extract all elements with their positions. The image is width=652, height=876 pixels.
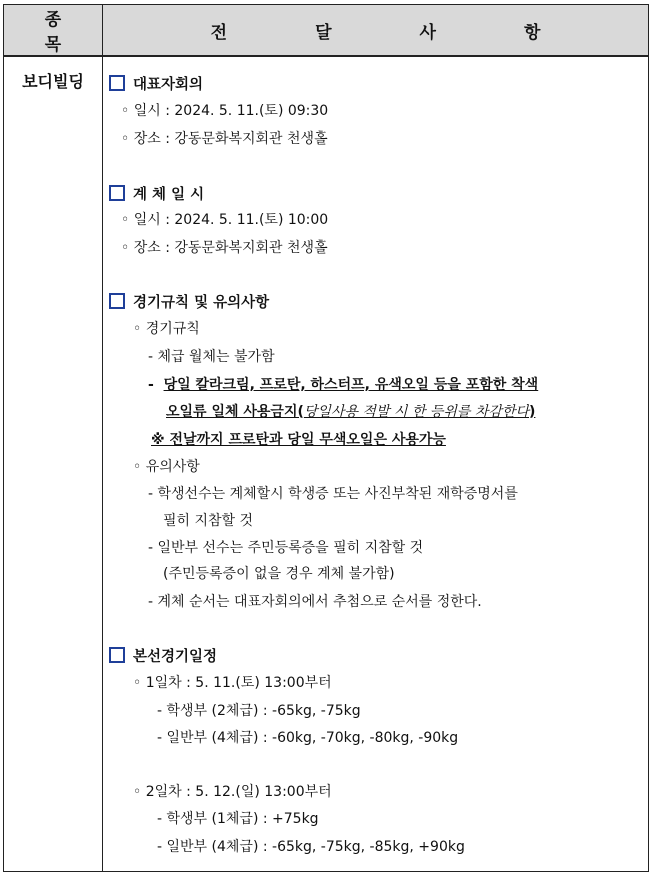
section-title: 계 체 일 시: [133, 187, 205, 203]
section-schedule: [109, 647, 217, 666]
day2-heading: ◦ 2일차 : 5. 12.(일) 13:00부터: [133, 784, 332, 800]
header-char: 달: [315, 22, 332, 43]
rule-coloring-text: 당일 칼라크림, 프로탄, 하스터프, 유색오일 등을 포함한 착색: [163, 377, 539, 393]
day1-heading: ◦ 1일차 : 5. 11.(토) 13:00부터: [133, 675, 332, 691]
header-char: 사: [419, 22, 436, 43]
event-name: 보디빌딩: [4, 56, 103, 872]
day1-general: - 일반부 (4체급) : -60kg, -70kg, -80kg, -90kg: [157, 730, 459, 746]
rules-sub-competition: ◦ 경기규칙: [133, 321, 200, 337]
day2-general: - 일반부 (4체급) : -65kg, -75kg, -85kg, +90kg: [157, 839, 465, 855]
rule-weight-class: - 체급 월체는 불가함: [148, 349, 275, 365]
day2-student: - 학생부 (1체급) : +75kg: [157, 811, 319, 827]
rule-penalty-text: 당일사용 적발 시 한 등위를 차감한다: [303, 404, 529, 420]
note-order: - 계체 순서는 대표자회의에서 추첨으로 순서를 정한다.: [148, 594, 482, 610]
notice-content: [103, 56, 649, 872]
rule-coloring-2: [166, 403, 535, 421]
note-student-2: 필히 지참할 것: [163, 513, 254, 529]
section-meeting: [109, 75, 203, 94]
weighin-datetime: ◦ 일시 : 2024. 5. 11.(토) 10:00: [121, 212, 329, 228]
header-char: 항: [523, 22, 541, 43]
meeting-datetime: ◦ 일시 : 2024. 5. 11.(토) 09:30: [121, 103, 329, 119]
dash: -: [148, 377, 154, 393]
checkbox-icon: [109, 75, 125, 91]
paren: ): [529, 404, 536, 420]
day1-student: - 학생부 (2체급) : -65kg, -75kg: [157, 703, 361, 719]
header-event: 종 목: [4, 5, 103, 57]
meeting-place: ◦ 장소 : 강동문화복지회관 천생홀: [121, 131, 328, 147]
checkbox-icon: [109, 293, 125, 309]
checkbox-icon: [109, 647, 125, 663]
notice-table: [3, 4, 649, 872]
table-header-row: [4, 5, 649, 57]
section-title: 경기규칙 및 유의사항: [133, 295, 270, 311]
weighin-place: ◦ 장소 : 강동문화복지회관 천생홀: [121, 240, 328, 256]
section-title: 본선경기일정: [133, 649, 218, 665]
rule-ban-text: 오일류 일체 사용금지(: [166, 404, 304, 420]
rule-coloring-1: [148, 376, 538, 394]
note-general-1: - 일반부 선수는 주민등록증을 필히 지참할 것: [148, 540, 424, 556]
header-notice: [103, 5, 649, 57]
header-char: 전: [210, 22, 228, 43]
section-title: 대표자회의: [133, 77, 204, 93]
table-body-row: [4, 56, 649, 872]
rule-allowed: ※ 전날까지 프로탄과 당일 무색오일은 사용가능: [151, 432, 446, 448]
note-general-2: (주민등록증이 없을 경우 계체 불가함): [163, 566, 395, 582]
section-weighin: [109, 185, 204, 204]
note-student-1: - 학생선수는 계체할시 학생증 또는 사진부착된 재학증명서를: [148, 486, 518, 502]
section-rules: [109, 293, 269, 312]
checkbox-icon: [109, 185, 125, 201]
rules-sub-notes: ◦ 유의사항: [133, 459, 200, 475]
